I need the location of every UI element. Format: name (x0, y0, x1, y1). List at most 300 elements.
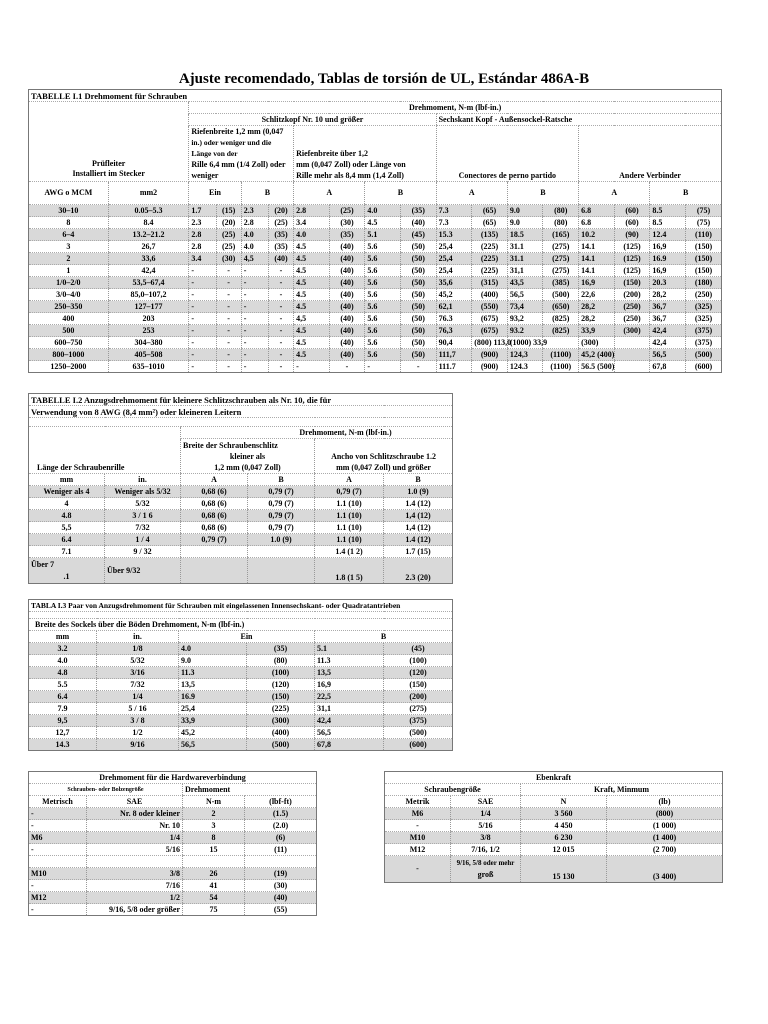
header-split-bolt: Conectores de perno partido (436, 126, 579, 182)
table-cell: - (365, 361, 401, 373)
table-cell: - (216, 349, 241, 361)
table-cell: 9 / 32 (105, 546, 181, 558)
table-cell: 33,6 (108, 253, 189, 265)
table-cell: - (241, 337, 268, 349)
table-cell: 36,7 (650, 301, 686, 313)
table-cell: (300) (614, 325, 650, 337)
table-cell: (400) (247, 727, 315, 739)
table-cell: (650) (543, 301, 579, 313)
table-cell: 5.6 (365, 349, 401, 361)
table-cell: 5.6 (365, 289, 401, 301)
row-label: 3.2 (29, 643, 97, 655)
table-cell: 1.1 (10) (315, 498, 384, 510)
table-cell: - (241, 325, 268, 337)
row-label: M10 (29, 868, 87, 880)
row-label: 5,5 (29, 522, 105, 534)
table-cell: (15) (216, 205, 241, 217)
table-cell (248, 546, 315, 558)
torque-table-2 (28, 393, 453, 584)
table-row (29, 546, 453, 558)
table-cell: 9.0 (507, 205, 543, 217)
table-cell (543, 337, 579, 349)
table-cell (245, 856, 317, 868)
table-cell: - (216, 277, 241, 289)
table-row (29, 880, 317, 892)
column-header-a: A (579, 182, 650, 205)
table-cell: (1.5) (245, 808, 317, 820)
table-cell: 2.8 (189, 229, 216, 241)
row-label: M12 (29, 892, 87, 904)
table-cell: (500) (384, 727, 453, 739)
row-label (29, 856, 87, 868)
table-cell: - (216, 361, 241, 373)
table-cell: 5.6 (365, 241, 401, 253)
table-cell: 5.6 (365, 337, 401, 349)
table-cell: 8.4 (108, 217, 189, 229)
column-header-installed: Installiert im Stecker (72, 169, 145, 178)
table-cell: 16.9 (650, 253, 686, 265)
column-header-mm2: mm2 (108, 182, 189, 205)
table-cell: 1/4 (87, 832, 183, 844)
table-cell: 5.1 (315, 643, 384, 655)
table-cell: 5/32 (97, 655, 179, 667)
table-row (385, 832, 723, 844)
row-label: - (29, 808, 87, 820)
table-cell: 5.6 (365, 277, 401, 289)
table-cell: (325) (685, 313, 721, 325)
table-cell: (55) (245, 904, 317, 916)
table-cell: (800) 113,0 (472, 337, 508, 349)
table-cell: (35) (400, 205, 436, 217)
row-label: 6.4 (29, 534, 105, 546)
table-cell: (300) (247, 715, 315, 727)
table-cell: 31,1 (507, 265, 543, 277)
table-cell: 33,9 (579, 325, 615, 337)
table-cell: (315) (472, 277, 508, 289)
row-label: 1/0–2/0 (29, 277, 109, 289)
table-cell: Nr. 8 oder kleiner (87, 808, 183, 820)
table-cell: 42,4 (108, 265, 189, 277)
table-cell: - (268, 289, 293, 301)
table-cell: (50) (400, 241, 436, 253)
table-row (29, 667, 453, 679)
table-cell: (150) (685, 253, 721, 265)
table-cell: 5/16 (451, 820, 521, 832)
table-cell: (300) (579, 337, 615, 349)
table-row (29, 229, 722, 241)
row-label: M6 (29, 832, 87, 844)
row-label: 4.8 (29, 510, 105, 522)
table-cell: 76.3 (436, 313, 472, 325)
table-row (29, 205, 722, 217)
table-cell: (25) (216, 229, 241, 241)
table-row (29, 892, 317, 904)
table-cell: 8 (183, 832, 245, 844)
column-header-sae: SAE (87, 796, 183, 808)
row-label-over7-line2: .1 (63, 571, 70, 581)
table-cell: 2.3 (20) (384, 558, 453, 584)
table-cell: 42,4 (650, 325, 686, 337)
table-cell: (35) (329, 229, 365, 241)
table-cell: (385) (543, 277, 579, 289)
table-cell: 93,2 (507, 313, 543, 325)
header-force-minimum: Kraft, Minmum (521, 784, 723, 796)
table-row (29, 727, 453, 739)
table-cell: - (268, 349, 293, 361)
table-cell: 67,8 (650, 361, 686, 373)
table-row (29, 844, 317, 856)
table-cell: (50) (400, 253, 436, 265)
header-slot-b-line2: mm (0,047 Zoll) oder Länge von (296, 160, 406, 169)
table-cell: 304–380 (108, 337, 189, 349)
table-cell: 2.3 (189, 217, 216, 229)
table-cell: (75) (685, 205, 721, 217)
table-cell: 4.5 (294, 337, 330, 349)
table-cell: 11.3 (179, 667, 247, 679)
table-cell: Weniger als 5/32 (105, 486, 181, 498)
table-row (29, 868, 317, 880)
table-cell: 45,2 (436, 289, 472, 301)
table-cell: (325) (685, 301, 721, 313)
table-cell: 67,8 (315, 739, 384, 751)
table-cell: 4.0 (241, 241, 268, 253)
table-cell: 4.5 (294, 301, 330, 313)
table-cell: 124.3 (507, 361, 543, 373)
header-screw-size: Schrauben- oder Bolzengröße (29, 784, 183, 796)
header-hex-head: Sechskant Kopf - Außensockel-Ratsche (436, 114, 721, 126)
table-cell: - (268, 301, 293, 313)
column-header-a: A (181, 474, 248, 486)
table-row (29, 313, 722, 325)
table-cell: (100) (247, 667, 315, 679)
table-cell: - (241, 301, 268, 313)
row-label: - (29, 880, 87, 892)
table-cell: (35) (247, 643, 315, 655)
column-header-in: in. (97, 631, 179, 643)
table-cell: 5.6 (365, 301, 401, 313)
table-row (29, 325, 722, 337)
table-cell: 26,7 (108, 241, 189, 253)
header-slot-width-line1: Breite der Schraubenschlitz (183, 440, 278, 450)
table-cell: (80) (247, 655, 315, 667)
table-cell: 45,2 (179, 727, 247, 739)
table-cell: 53,5–67,4 (108, 277, 189, 289)
table-cell: (825) (543, 313, 579, 325)
table-cell (87, 856, 183, 868)
table-cell: 3.4 (294, 217, 330, 229)
table-cell: (1100) (543, 349, 579, 361)
table-cell: (40) (329, 253, 365, 265)
table-cell: 25,4 (436, 241, 472, 253)
table-cell: (25) (329, 205, 365, 217)
table-row (29, 832, 317, 844)
row-label: 4.0 (29, 655, 97, 667)
header-socket-width: Breite des Sockels über die Böden Drehmoment, N-m (lbf-in.) (29, 619, 453, 631)
table-cell: 16,9 (650, 241, 686, 253)
table-cell: 56,5 (315, 727, 384, 739)
table-cell: (65) (472, 205, 508, 217)
table-row (29, 820, 317, 832)
table-cell: 33,9 (179, 715, 247, 727)
column-header-awg: AWG o MCM (29, 182, 109, 205)
table-cell: 0,79 (7) (248, 498, 315, 510)
table-cell: 15 130 (521, 856, 607, 883)
table-cell: 5.6 (365, 313, 401, 325)
table-row (29, 289, 722, 301)
table-cell: 1.4 (12) (384, 534, 453, 546)
table-cell: (825) (543, 325, 579, 337)
table-cell: (125) (614, 253, 650, 265)
table-cell: 2.3 (241, 205, 268, 217)
table-cell: 35,6 (436, 277, 472, 289)
table-cell: - (189, 313, 216, 325)
table-cell: 14.1 (579, 265, 615, 277)
table-cell: 56,5 (179, 739, 247, 751)
row-label: 3/0–4/0 (29, 289, 109, 301)
header-slot-b-line3: Rille mehr als 8,4 mm (1,4 Zoll) (296, 171, 404, 180)
table-cell: - (216, 337, 241, 349)
table-cell: (35) (268, 241, 293, 253)
header-slot-a-line2: in.) oder weniger und die Länge von der (191, 138, 272, 158)
table-cell: (250) (614, 313, 650, 325)
column-header-nm: N-m (183, 796, 245, 808)
table-cell: (45) (384, 643, 453, 655)
row-label: - (29, 844, 87, 856)
row-label: 12,7 (29, 727, 97, 739)
column-header-groove-length: Länge der Schraubenrille (29, 427, 181, 474)
column-header-mm: mm (29, 474, 105, 486)
table-cell: 16,9 (650, 265, 686, 277)
table-cell: 3 560 (521, 808, 607, 820)
row-label: - (385, 820, 451, 832)
table-cell: - (189, 301, 216, 313)
table-cell: 1.1 (10) (315, 534, 384, 546)
table-cell: 1.0 (9) (248, 534, 315, 546)
table-cell: 5/32 (105, 498, 181, 510)
table-cell: 7.3 (436, 217, 472, 229)
table-cell: (19) (245, 868, 317, 880)
table-row (29, 361, 722, 373)
table-cell: 0,79 (7) (181, 534, 248, 546)
table-cell: 1.4 (12) (384, 498, 453, 510)
table-cell: (125) (614, 241, 650, 253)
table-cell: 12 015 (521, 844, 607, 856)
table-cell: 3 / 8 (97, 715, 179, 727)
header-torque: Drehmoment, N-m (lbf-in.) (181, 427, 453, 439)
table-cell: (135) (472, 229, 508, 241)
table-cell: (30) (216, 253, 241, 265)
table-cell: 8.5 (650, 217, 686, 229)
table-cell: (150) (614, 277, 650, 289)
table-cell: - (268, 361, 293, 373)
table-cell: - (189, 361, 216, 373)
column-header-in: in. (105, 474, 181, 486)
table-cell: (40) (268, 253, 293, 265)
table-cell: (45) (400, 229, 436, 241)
table-cell: (50) (400, 265, 436, 277)
table-cell: (120) (384, 667, 453, 679)
table-cell: 4.5 (294, 277, 330, 289)
table-cell: 14.1 (579, 241, 615, 253)
table-cell: (65) (472, 217, 508, 229)
table-cell: (50) (400, 325, 436, 337)
table-cell: 6.8 (579, 217, 615, 229)
table-cell: 111,7 (436, 349, 472, 361)
table-row (29, 277, 722, 289)
table-cell: 28,2 (579, 313, 615, 325)
table-cell: 7/16 (87, 880, 183, 892)
table-caption: TABELLE I.1 Drehmoment für Schrauben (29, 90, 722, 102)
table-cell: 3 (183, 820, 245, 832)
table-cell: (50) (400, 313, 436, 325)
header-torque: Drehmoment, N-m (lbf-in.) (189, 102, 722, 114)
column-header-lbf-ft: (lbf-ft) (245, 796, 317, 808)
column-header-b: B (365, 182, 436, 205)
column-header-b: B (507, 182, 578, 205)
row-label-sae-line2: groß (477, 870, 494, 879)
table-cell: 8.5 (650, 205, 686, 217)
table-cell: 0,68 (6) (181, 510, 248, 522)
table-cell: 16,9 (315, 679, 384, 691)
row-label: 7.9 (29, 703, 97, 715)
table-cell: 5.6 (365, 253, 401, 265)
table-cell: 13.2–21.2 (108, 229, 189, 241)
table-cell: 76,3 (436, 325, 472, 337)
table-cell: 28,2 (579, 301, 615, 313)
table-cell: (125) (614, 265, 650, 277)
header-screw-size: Schraubengröße (385, 784, 521, 796)
header-other-connectors: Andere Verbinder (579, 126, 722, 182)
table-cell: 22,6 (579, 289, 615, 301)
table-cell: 12.4 (650, 229, 686, 241)
table-cell: 7.3 (436, 205, 472, 217)
row-label: 3 (29, 241, 109, 253)
table-cell: - (189, 325, 216, 337)
table-cell: - (189, 265, 216, 277)
table-cell: (50) (400, 277, 436, 289)
table-cell: 7/16, 1/2 (451, 844, 521, 856)
table-cell: 1/2 (87, 892, 183, 904)
table-cell: (60) (614, 205, 650, 217)
row-label: 8 (29, 217, 109, 229)
table-cell: (40) (329, 349, 365, 361)
table-cell: - (241, 349, 268, 361)
table-cell: (500) (685, 349, 721, 361)
table-cell: 1/2 (97, 727, 179, 739)
header-slot-head: Schlitzkopf Nr. 10 und größer (189, 114, 436, 126)
table-cell: 0,79 (7) (248, 522, 315, 534)
table-cell: - (189, 349, 216, 361)
column-header-b: B (315, 631, 453, 643)
row-label: 6–4 (29, 229, 109, 241)
table-cell (181, 546, 248, 558)
table-cell: 9.0 (507, 217, 543, 229)
table-cell: 31.1 (507, 241, 543, 253)
row-label: 4.8 (29, 667, 97, 679)
table-cell: 1/8 (97, 643, 179, 655)
table-cell: (1100) (543, 361, 579, 373)
table-cell: 62,1 (436, 301, 472, 313)
row-label: M6 (385, 808, 451, 820)
table-cell: 111.7 (436, 361, 472, 373)
table-cell: (60) (614, 217, 650, 229)
table-cell: (400) (472, 289, 508, 301)
table-cell: 4.5 (294, 349, 330, 361)
row-label-sae-line1: 9/16, 5/8 oder mehr (456, 859, 515, 867)
table-cell: 31,1 (315, 703, 384, 715)
table-cell: 3 / 1 6 (105, 510, 181, 522)
table-row (29, 703, 453, 715)
table-cell: 56.5 (500) (579, 361, 615, 373)
pullout-force-table (384, 771, 723, 883)
row-label: 9,5 (29, 715, 97, 727)
table-cell: 16.9 (179, 691, 247, 703)
column-header-ein: Ein (179, 631, 315, 643)
table-cell: (250) (685, 289, 721, 301)
table-cell: 2.8 (189, 241, 216, 253)
row-label: 1 (29, 265, 109, 277)
table-cell: 9.0 (179, 655, 247, 667)
table-cell: (20) (216, 217, 241, 229)
table-cell: 56,5 (650, 349, 686, 361)
column-header-b: B (384, 474, 453, 486)
table-cell: (11) (245, 844, 317, 856)
table-cell: 4.5 (294, 265, 330, 277)
table-cell: 3/8 (87, 868, 183, 880)
table-cell: 42,4 (315, 715, 384, 727)
table-cell: 25,4 (436, 265, 472, 277)
table-cell: - (294, 361, 330, 373)
table-cell: (200) (614, 289, 650, 301)
table-cell: (40) (329, 277, 365, 289)
table-cell: (275) (543, 253, 579, 265)
table-cell: (225) (472, 241, 508, 253)
table-cell: 3/16 (97, 667, 179, 679)
torque-table-1 (28, 89, 722, 373)
table-cell: 85,0–107,2 (108, 289, 189, 301)
table-row (29, 856, 317, 868)
table-cell: (900) (472, 361, 508, 373)
table-cell: 0,68 (6) (181, 522, 248, 534)
table-cell: 1,4 (12) (384, 510, 453, 522)
table-cell: 0,68 (6) (181, 498, 248, 510)
table-cell: (100) (384, 655, 453, 667)
column-header-n: N (521, 796, 607, 808)
table-cell: (600) (685, 361, 721, 373)
table-cell: (500) (543, 289, 579, 301)
header-slot-width-line3: 1,2 mm (0,047 Zoll) (214, 462, 281, 472)
table-cell (614, 349, 650, 361)
table-cell: (120) (247, 679, 315, 691)
table-cell: 1.0 (9) (384, 486, 453, 498)
table-cell: 25,4 (436, 253, 472, 265)
table-cell: 26 (183, 868, 245, 880)
header-slot-wide-line1: Ancho von Schlitzschraube 1.2 (331, 452, 436, 461)
table-cell: (90) (614, 229, 650, 241)
table-cell: (50) (400, 337, 436, 349)
header-slot-b-line1: Riefenbreite über 1,2 (296, 149, 368, 158)
table-cell: - (216, 313, 241, 325)
table-cell: 54 (183, 892, 245, 904)
table-cell: (40) (329, 313, 365, 325)
column-header-metric: Metrik (385, 796, 451, 808)
table-cell: (2 700) (607, 844, 723, 856)
table-cell: (225) (472, 265, 508, 277)
table-caption: TABLA I.3 Paar von Anzugsdrehmoment für Schrauben mit eingelassenen Innensechskant- oder Quadratantrieben (29, 600, 453, 612)
table-cell: 5.6 (365, 325, 401, 337)
table-row (29, 301, 722, 313)
table-cell: 4,5 (241, 253, 268, 265)
